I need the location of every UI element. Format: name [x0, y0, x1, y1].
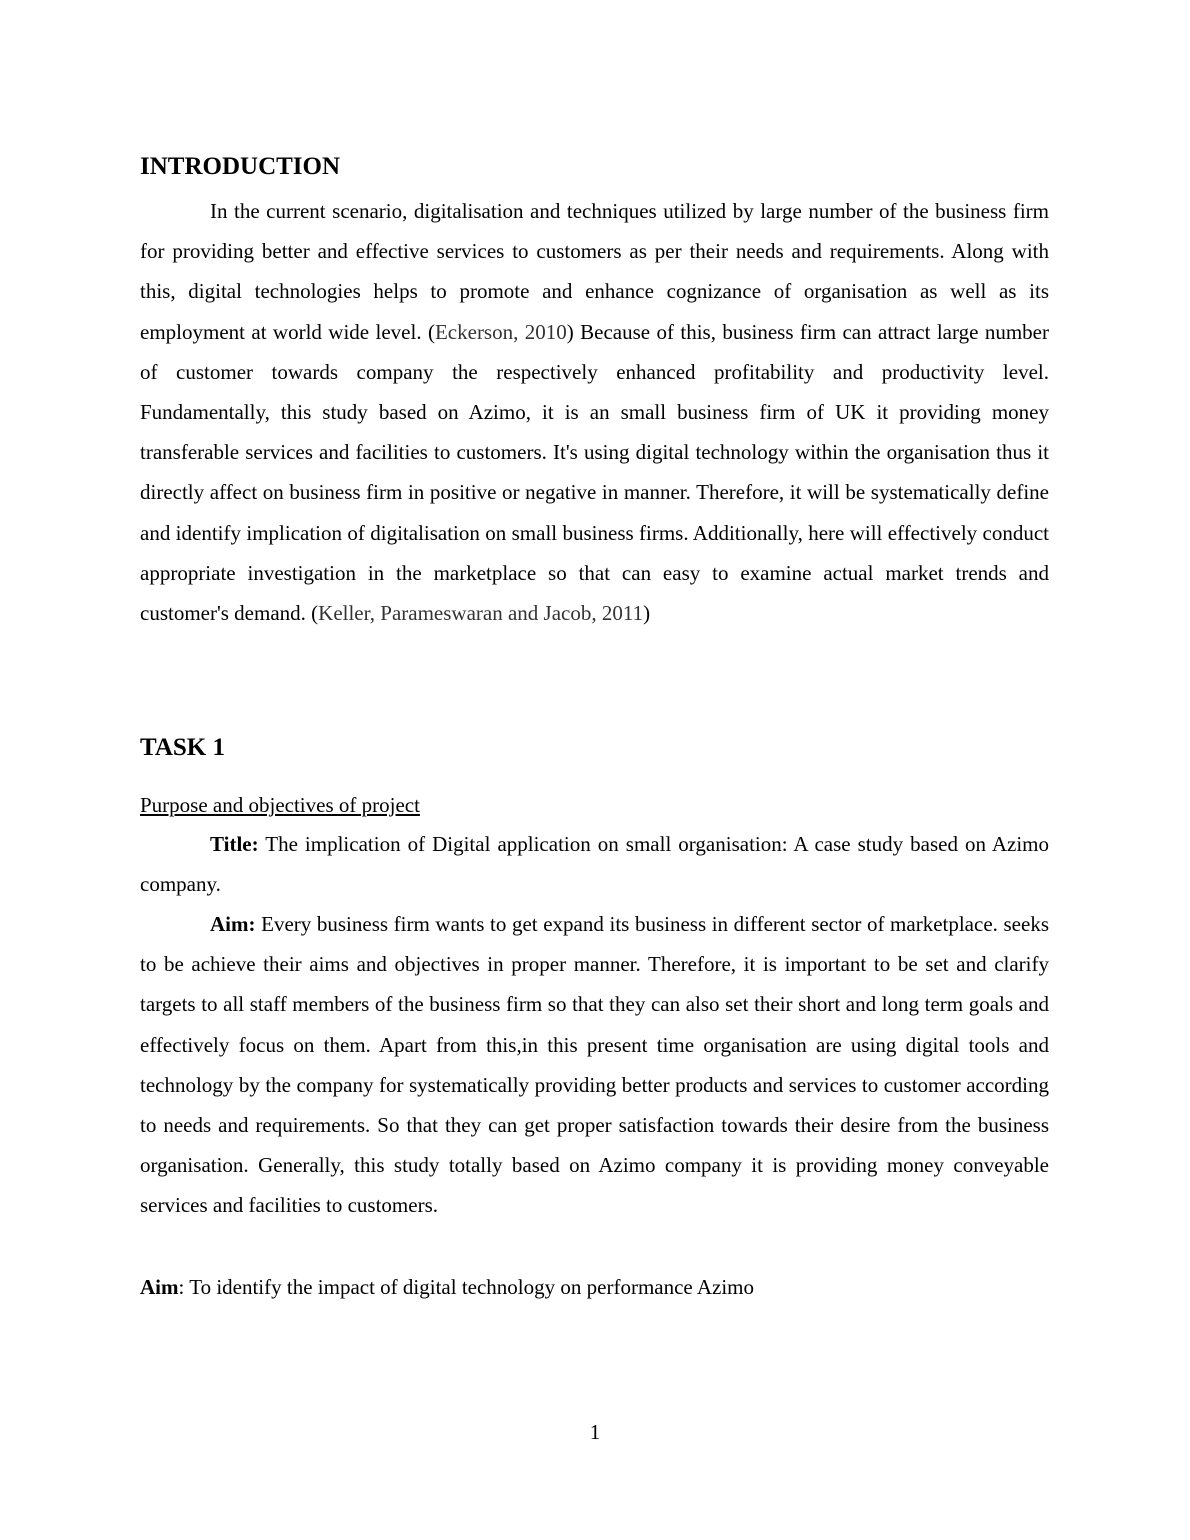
task1-heading: TASK 1 — [140, 734, 225, 761]
aim-label: Aim: — [210, 912, 256, 936]
page-number: 1 — [589, 1420, 601, 1444]
citation-eckerson: Eckerson, 2010 — [434, 319, 567, 344]
aim-statement-label: Aim — [140, 1275, 179, 1299]
intro-text-part2: ) Because of this, business firm can attract large number of customer towards company the respectively enhanced profitability and productivity level. Fundamentally, this study based on Azimo, it is an small business firm of UK it providing money transferable services and facilities to customers. It's using digital technology within the organisation thus it directly affect on business firm in positive or negative in manner. Therefore, it will be systematically define and identify implication of digitalisation on small business firms. Additionally, here will effectively conduct appropriate investigation in the marketplace so that can easy to examine actual market trends and customer's demand. ( — [140, 319, 1049, 626]
aim-paragraph — [140, 904, 1049, 1226]
aim-text: Every business firm wants to get expand its business in different sector of marketplace. seeks to be achieve their aims and objectives in proper manner. Therefore, it is important to be set and clarify targets to all staff members of the business firm so that they can also set their short and long term goals and effectively focus on them. Apart from this,in this present time organisation are using digital tools and technology by the company for systematically providing better products and services to customer according to needs and requirements. So that they can get proper satisfaction towards their desire from the business organisation. Generally, this study totally based on Azimo company it is providing money conveyable services and facilities to customers. — [140, 912, 1049, 1218]
introduction-paragraph — [140, 191, 1049, 633]
title-text: The implication of Digital application on small organisation: A case study based on Azimo company. — [140, 832, 1049, 897]
intro-text-part3: ) — [643, 601, 651, 626]
aim-statement-text: : To identify the impact of digital technology on performance Azimo — [178, 1275, 754, 1299]
title-paragraph — [140, 824, 1049, 904]
title-label: Title: — [210, 832, 259, 856]
introduction-heading: INTRODUCTION — [140, 153, 341, 180]
citation-keller: Keller, Parameswaran and Jacob, 2011 — [318, 601, 644, 626]
purpose-subheading: Purpose and objectives of project — [140, 793, 420, 817]
aim-statement — [140, 1267, 1049, 1307]
intro-text-part1: In the current scenario, digitalisation and techniques utilized by large number of the business firm for providing better and effective services to customers as per their needs and requirements. Along with this, digital technologies helps to promote and enhance cognizance of organisation as well as its employment at world wide level. ( — [140, 199, 1049, 344]
